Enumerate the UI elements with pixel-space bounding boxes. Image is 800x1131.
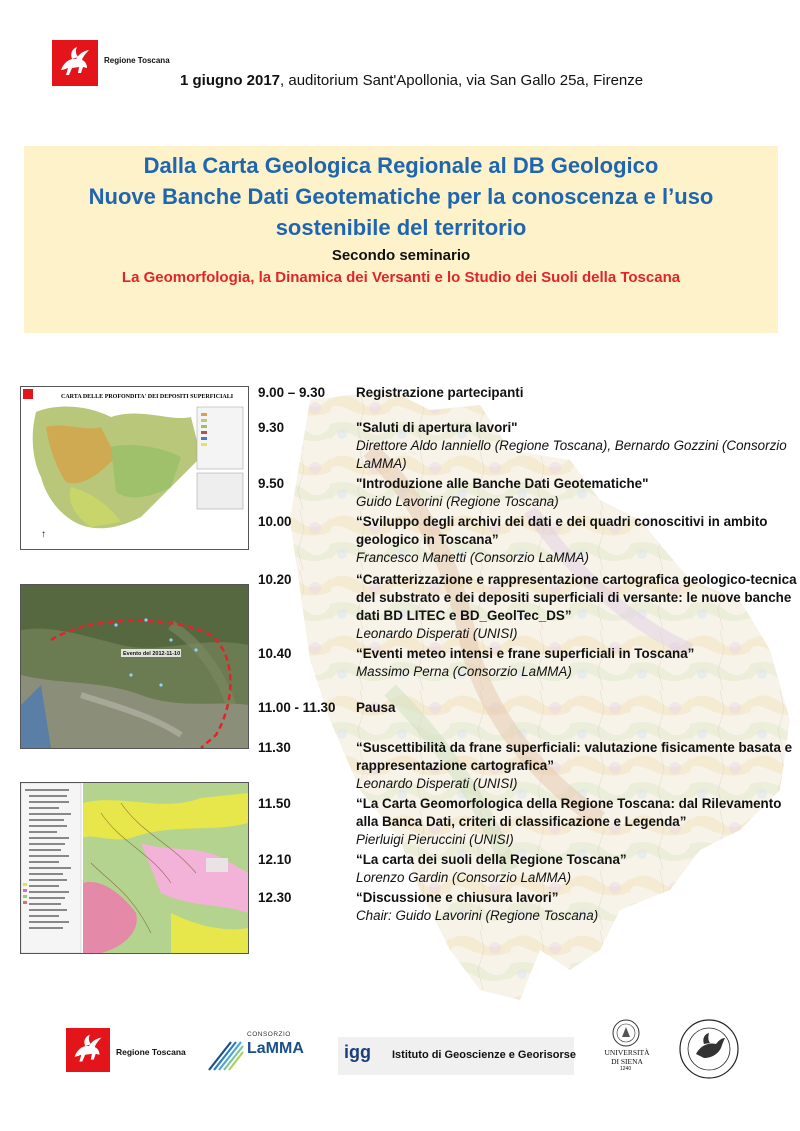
program-speaker: Lorenzo Gardin (Consorzio LaMMA) [356,870,572,885]
event-date-location [180,72,643,89]
program-title: “Eventi meteo intensi e frane superficiali in Toscana” [356,646,695,661]
program-speaker: Direttore Aldo Ianniello (Regione Toscana), Bernardo Gozzini (Consorzio LaMMA) [356,438,787,471]
title-line-2: Nuove Banche Dati Geotematiche per la conoscenza e l’uso [88,184,714,209]
igg-name: Istituto di Geoscienze e Georisorse [392,1049,576,1061]
program-schedule [258,384,798,925]
program-row [258,739,798,793]
program-row [258,571,798,643]
program-title: Pausa [356,700,396,715]
program-time: 10.40 [258,646,292,661]
title-line-1: Dalla Carta Geologica Regionale al DB Geologico [143,153,659,178]
program-time: 11.00 - 11.30 [258,700,336,715]
program-time: 9.50 [258,476,285,491]
program-title: “Suscettibilità da frane superficiali: valutazione fisicamente basata e rappresentazione cartografica” [356,740,793,773]
lamma-name: LaMMA [247,1040,304,1057]
thumbnail-geomorphology-gis [20,782,249,954]
depth-map-image [21,387,248,549]
program-row [258,851,798,887]
geological-society-seal-icon [678,1018,740,1080]
svg-text:↑: ↑ [41,529,46,540]
thumbnail-aerial-event-map [20,584,249,749]
gis-screenshot-image [21,783,248,953]
pegasus-icon [66,1028,110,1072]
footer-org-name: Regione Toscana [116,1047,186,1057]
depth-map-title: CARTA DELLE PROFONDITA' DEI DEPOSITI SUPERFICIALI [61,394,234,400]
lamma-consorzio-label: CONSORZIO [247,1031,291,1038]
program-row [258,645,798,681]
title-line-3: sostenibile del territorio [275,215,527,240]
program-speaker: Pierluigi Pieruccini (UNISI) [356,832,514,847]
org-name: Regione Toscana [104,56,170,65]
regione-toscana-logo [52,40,98,86]
unisi-name: UNIVERSITÀ DI SIENA [604,1048,650,1066]
aerial-photo-image [21,585,248,748]
program-row [258,889,798,925]
pegasus-icon [52,40,98,86]
program-row [258,475,798,511]
program-title: “Discussione e chiusura lavori” [356,890,559,905]
program-speaker: Francesco Manetti (Consorzio LaMMA) [356,550,589,565]
unisi-year: 1240 [620,1066,632,1072]
program-time: 11.30 [258,740,291,755]
program-row [258,699,798,717]
program-title: “Caratterizzazione e rappresentazione cartografica geologico-tecnica del substrato e dei depositi superficiali di versante: le nuove banche dati BD LITEC e BD_GeolTec_DS” [356,572,797,623]
footer-regione-toscana-logo [66,1028,110,1072]
program-time: 9.30 [258,420,285,435]
event-date: 1 giugno 2017 [180,72,281,89]
program-title: “La carta dei suoli della Regione Toscana” [356,852,627,867]
program-time: 10.00 [258,514,292,529]
thumbnail-depth-map [20,386,249,550]
unisi-seal-icon [611,1018,641,1048]
program-title: “Sviluppo degli archivi dei dati e dei quadri conoscitivi in ambito geologico in Toscana” [356,514,768,547]
subtitle: Secondo seminario [331,247,471,264]
program-row [258,419,798,473]
program-speaker: Chair: Guido Lavorini (Regione Toscana) [356,908,599,923]
event-location: , auditorium Sant'Apollonia, via San Gallo 25a, Firenze [280,72,644,89]
program-title: Registrazione partecipanti [356,385,524,400]
program-time: 10.20 [258,572,292,587]
program-speaker: Leonardo Disperati (UNISI) [356,626,518,641]
seminar-topic: La Geomorfologia, la Dinamica dei Versanti e lo Studio dei Suoli della Toscana [121,269,681,286]
program-row [258,384,798,402]
program-title: “La Carta Geomorfologica della Regione Toscana: dal Rilevamento alla Banca Dati, criteri di classificazione e Legenda” [356,796,782,829]
program-title: "Introduzione alle Banche Dati Geotematiche" [356,476,649,491]
program-time: 12.10 [258,852,292,867]
program-title: "Saluti di apertura lavori" [356,420,518,435]
program-time: 12.30 [258,890,292,905]
program-speaker: Leonardo Disperati (UNISI) [356,776,518,791]
aerial-event-label: Evento del 2012-11-10 [123,651,181,657]
title-box [24,146,778,333]
program-row [258,513,798,567]
program-row [258,795,798,849]
program-time: 11.50 [258,796,291,811]
program-speaker: Guido Lavorini (Regione Toscana) [356,494,559,509]
program-time: 9.00 – 9.30 [258,385,326,400]
igg-logo-mark: igg [344,1042,371,1062]
program-speaker: Massimo Perna (Consorzio LaMMA) [356,664,572,679]
